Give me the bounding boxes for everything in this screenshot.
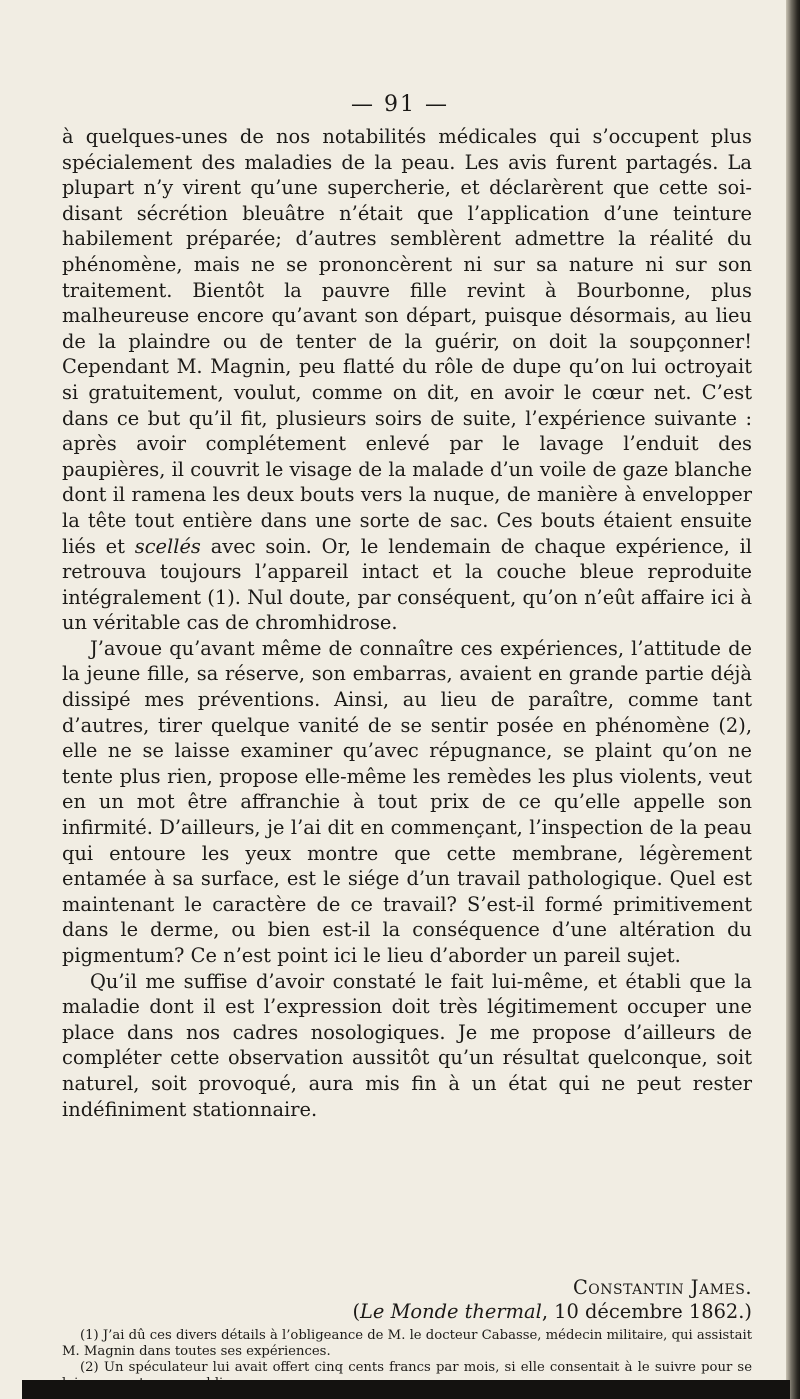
author-name: Constantin James. [572, 1276, 752, 1299]
source-citation [62, 1300, 752, 1324]
source-date: , 10 décembre 1862.) [541, 1300, 752, 1323]
page-edge-shadow [786, 0, 800, 1399]
signature [62, 1276, 752, 1300]
page-bottom-border [22, 1380, 790, 1399]
paragraph-1-text: à quelques-unes de nos notabilités médicales qui s’occupent plus spécialement des maladies de la peau. Les avis furent partagés. La plupart n’y virent qu’une supercherie, et déclarèrent que cette soi-disant sécrétion bleuâtre n’était que l’application d’une teinture habilement préparée; d’autres semblèrent admettre la réalité du phénomène, mais ne se prononcèrent ni sur sa nature ni sur son traitement. Bientôt la pauvre fille revint à Bourbonne, plus malheureuse encore qu’avant son départ, puisque désormais, au lieu de la plaindre ou de tenter de la guérir, on doit la soupçonner! Cependant M. Magnin, peu flatté du rôle de dupe qu’on lui octroyait si gratuitement, voulut, comme on dit, en avoir le cœur net. C’est dans ce but qu’il fit, plusieurs soirs de suite, l’expérience suivante : après avoir complétement enlevé par le lavage l’enduit des paupières, il couvrit le visage de la malade d’un voile de gaze blanche dont il ramena les deux bouts vers la nuque, de manière à envelopper la tête tout entière dans une sorte de sac. Ces bouts étaient ensuite liés et [62, 125, 752, 558]
source-open: ( [352, 1300, 361, 1323]
footnote-1: (1) J’ai dû ces divers détails à l’obligeance de M. le docteur Cabasse, médecin militaire, qui assistait M. Magnin dans toutes ses expériences. [62, 1328, 752, 1359]
source-publication: Le Monde thermal [360, 1300, 542, 1323]
emphasis-scelles: scellés [134, 534, 201, 558]
paragraph-3: Qu’il me suffise d’avoir constaté le fait lui-même, et établi que la maladie dont il est l’expression doit très légitimement occuper une place dans nos cadres nosologiques. Je me propose d’ailleurs de compléter cette observation aussitôt qu’un résultat quelconque, soit naturel, soit provoqué, aura mis fin à un état qui ne peut rester indéfiniment stationnaire. [62, 969, 752, 1121]
paragraph-1 [62, 124, 752, 636]
paragraph-2: J’avoue qu’avant même de connaître ces expériences, l’attitude de la jeune fille, sa réserve, son embarras, avaient en grande partie déjà dissipé mes préventions. Ainsi, au lieu de paraître, comme tant d’autres, tirer quelque vanité de se sentir posée en phénomène (2), elle ne se laisse examiner qu’avec répugnance, se plaint qu’on ne tente plus rien, propose elle-même les remèdes les plus violents, veut en un mot être affranchie à tout prix de ce qu’elle appelle son infirmité. D’ailleurs, je l’ai dit en commençant, l’inspection de la peau qui entoure les yeux montre que cette membrane, légèrement entamée à sa surface, est le siége d’un travail pathologique. Quel est maintenant le caractère de ce travail? S’est-il formé primitivement dans le derme, ou bien est-il la conséquence d’une altération du pigmentum? Ce n’est point ici le lieu d’aborder un pareil sujet. [62, 636, 752, 967]
paragraph-1-text-end: avec soin. Or, le lendemain de chaque expérience, il retrouva toujours l’appareil intact et la couche bleue reproduite intégralement (1). Nul doute, par conséquent, qu’on n’eût affaire ici à un véritable cas de chromhidrose. [62, 534, 752, 635]
footnote-2: (2) Un spéculateur lui avait offert cinq cents francs par mois, si elle consentait à le suivre pour se [80, 1360, 752, 1375]
page-number: — 91 — [351, 92, 449, 117]
body-text [62, 124, 752, 1122]
